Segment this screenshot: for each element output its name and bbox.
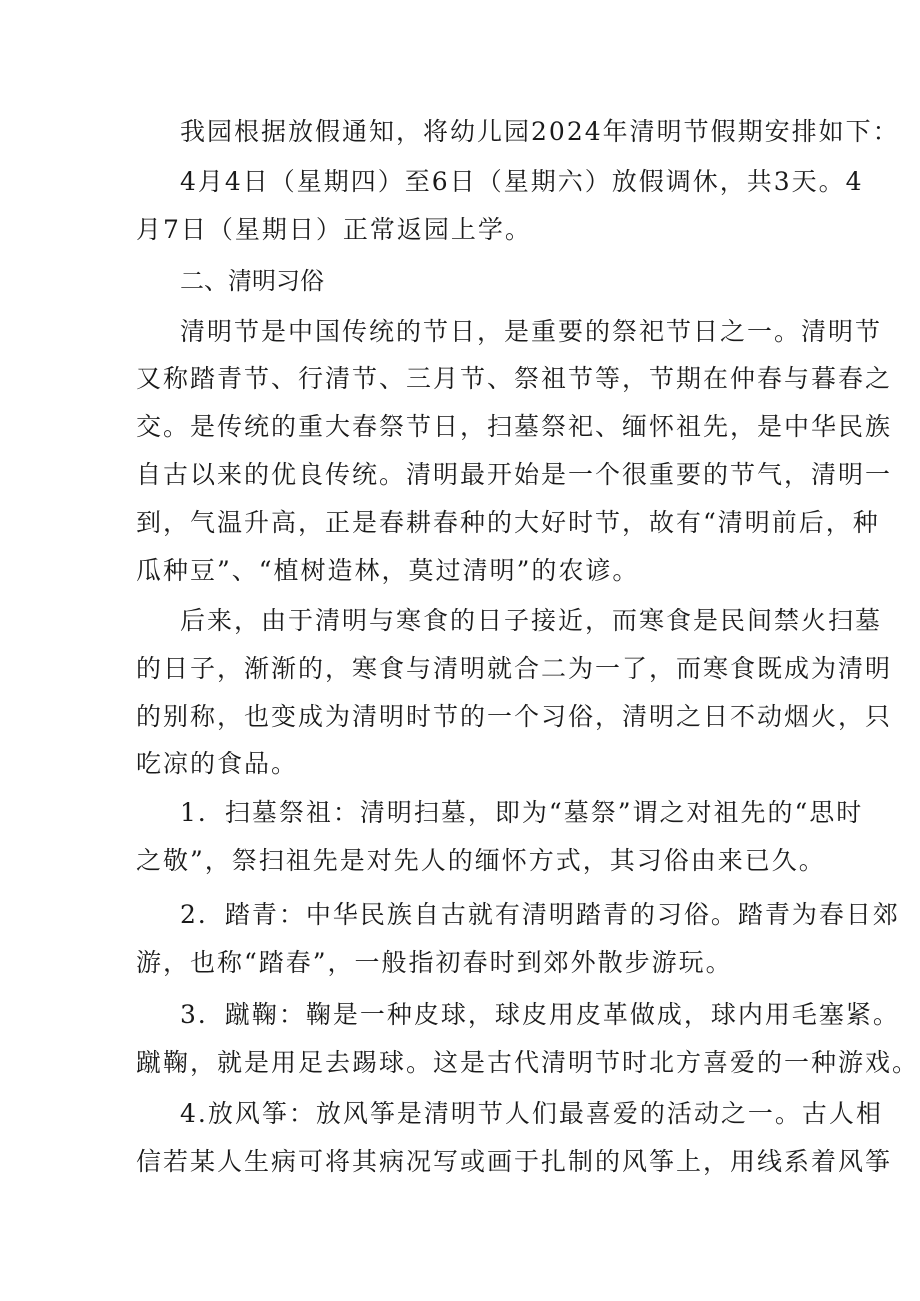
paragraph-1-line-1: 清明节是中国传统的节日，是重要的祭祀节日之一。清明节 xyxy=(180,317,883,346)
holiday-dates-line-2: 月7日（星期日）正常返园上学。 xyxy=(136,215,532,244)
custom-1-line-2: 之敬”，祭扫祖先是对先人的缅怀方式，其习俗由来已久。 xyxy=(136,846,826,875)
custom-2-line-2: 游，也称“踏春”，一般指初春时到郊外散步游玩。 xyxy=(136,948,733,977)
paragraph-2-line-3: 的别称，也变成为清明时节的一个习俗，清明之日不动烟火，只 xyxy=(136,702,893,731)
paragraph-2-line-2: 的日子，渐渐的，寒食与清明就合二为一了，而寒食既成为清明 xyxy=(136,654,893,683)
paragraph-2-line-4: 吃凉的食品。 xyxy=(136,749,299,778)
custom-2-line-1: 2．踏青：中华民族自古就有清明踏青的习俗。踏青为春日郊 xyxy=(180,900,900,929)
custom-3-line-1: 3．蹴鞠：鞠是一种皮球，球皮用皮革做成，球内用毛塞紧。 xyxy=(180,1000,900,1029)
paragraph-1-line-4: 自古以来的优良传统。清明最开始是一个很重要的节气，清明一 xyxy=(136,460,893,489)
paragraph-1-line-5: 到，气温升高，正是春耕春种的大好时节，故有“清明前后，种 xyxy=(136,508,880,537)
custom-4-line-1: 4.放风筝：放风筝是清明节人们最喜爱的活动之一。古人相 xyxy=(180,1099,883,1128)
custom-4-line-2: 信若某人生病可将其病况写或画于扎制的风筝上，用线系着风筝 xyxy=(136,1147,893,1176)
custom-3-line-2: 蹴鞠，就是用足去踢球。这是古代清明节时北方喜爱的一种游戏。 xyxy=(136,1048,920,1077)
paragraph-1-line-3: 交。是传统的重大春祭节日，扫墓祭祀、缅怀祖先，是中华民族 xyxy=(136,412,893,441)
paragraph-2-line-1: 后来，由于清明与寒食的日子接近，而寒食是民间禁火扫墓 xyxy=(180,606,883,635)
section-heading-customs: 二、清明习俗 xyxy=(180,267,324,295)
notice-intro-line: 我园根据放假通知，将幼儿园2024年清明节假期安排如下： xyxy=(180,117,900,146)
custom-1-line-1: 1．扫墓祭祖：清明扫墓，即为“墓祭”谓之对祖先的“思时 xyxy=(180,798,864,827)
holiday-dates-line-1: 4月4日（星期四）至6日（星期六）放假调休，共3天。4 xyxy=(180,167,864,196)
paragraph-1-line-6: 瓜种豆”、“植树造林，莫过清明”的农谚。 xyxy=(136,556,640,585)
paragraph-1-line-2: 又称踏青节、行清节、三月节、祭祖节等，节期在仲春与暮春之 xyxy=(136,364,893,393)
